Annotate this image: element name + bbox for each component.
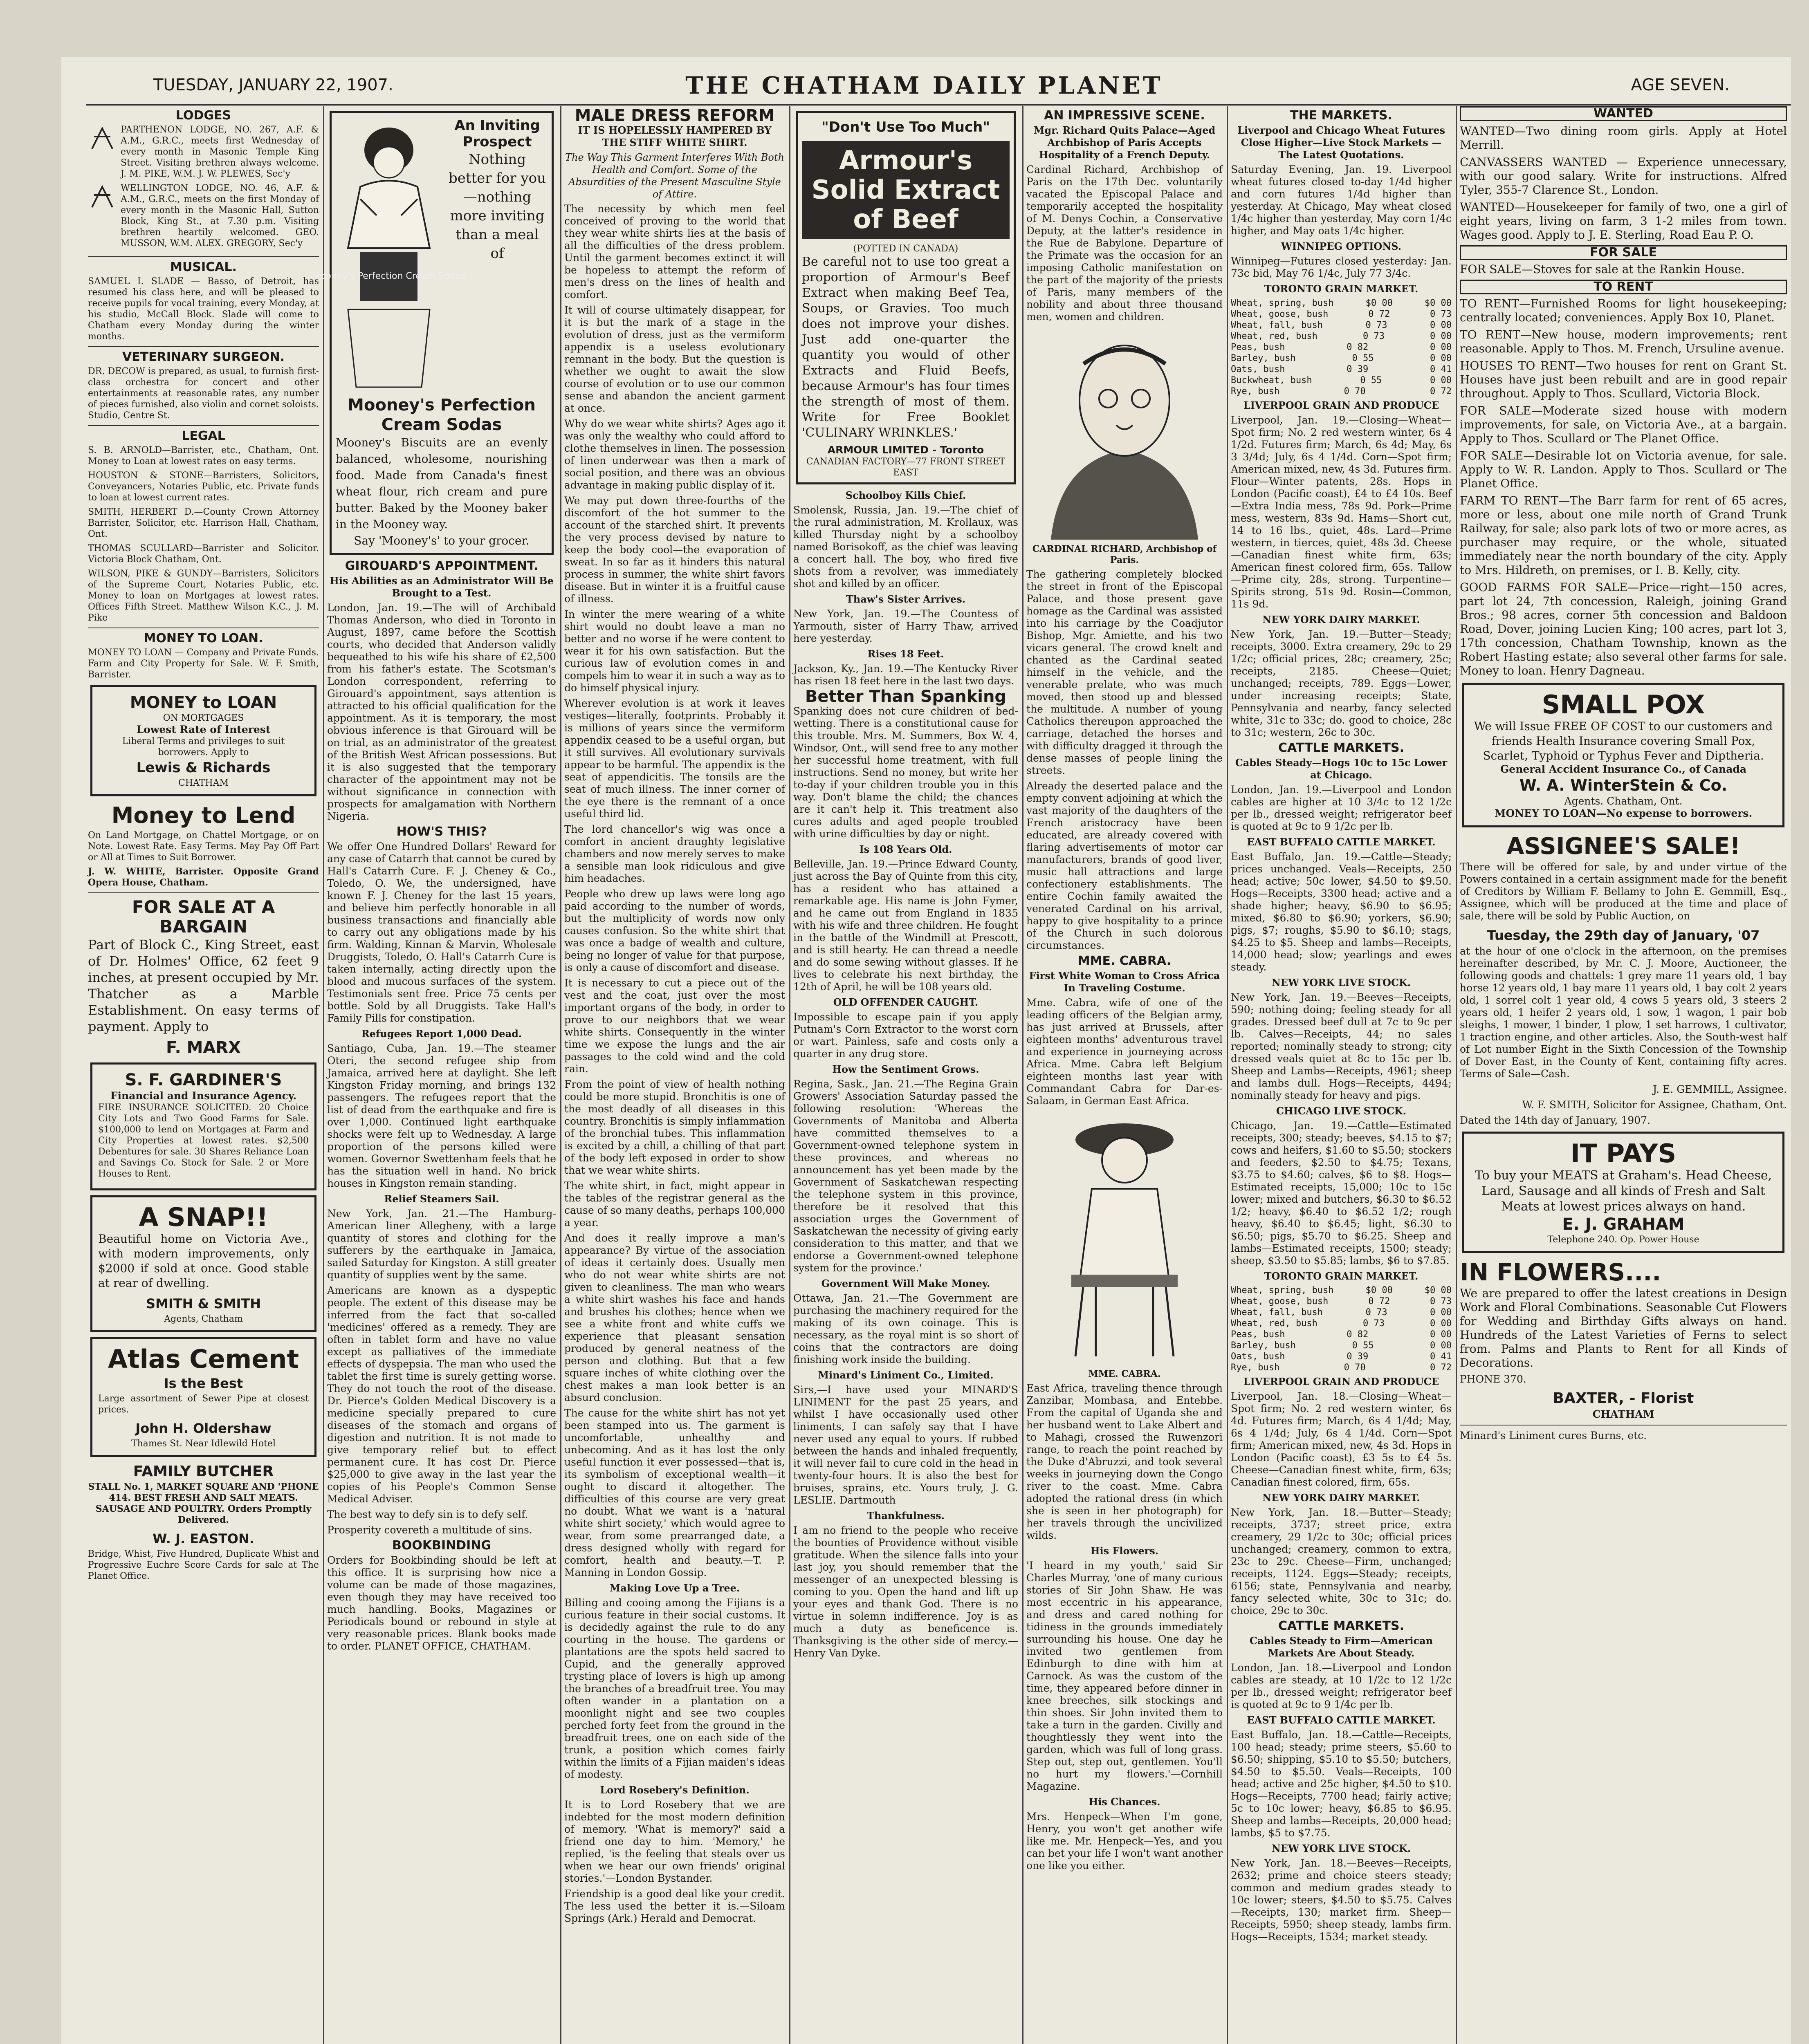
article-body: Smolensk, Russia, Jan. 19.—The chief of the rural administration, M. Krollaux, was killed Thursday night by a schoolboy named Borisokoff, as the chief was leaving a concert hall. The boy, who fired five shots from a revolver, was immediately shot and killed by an officer. — [793, 504, 1018, 589]
legal-notice: WILSON, PIKE & GUNDY—Barristers, Solicitors of the Supreme Court, Notaries Public, etc. Money to loan on Mortgages at lowest rates. Offices Fifth Street. Matthew Wilson K.C., J. M. Pike — [88, 569, 319, 623]
article-paragraph: The lord chancellor's wig was once a comfort in ancient draughty legislative chambers and now merely serves to make a sensible man look ridiculous and give him headaches. — [564, 823, 785, 884]
butcher-body: STALL No. 1, MARKET SQUARE AND 'PHONE 414. BEST FRESH AND SALT MEATS. SAUSAGE AND POULTRY. Orders Promptly Delivered. — [88, 1481, 319, 1525]
article-paragraph: Already the deserted palace and the empty convent adjoining at which the vast majority of the daughters of the French aristocracy have been educated, are already covered with flaring advertisements of motor car manufacturers, brands of good liver, music hall attractions and large confectionery establishments. The entire Cochin family awaited the venerated Cardinal on his arrival, happy to give hospitality to a prince of the Church in such dolorous circumstances. — [1026, 780, 1223, 951]
ad-rate: Lowest Rate of Interest — [136, 724, 271, 735]
article-paragraph: Friendship is a good deal like your credit. The less used the better it is.—Siloam Springs (Ark.) Herald and Democrat. — [564, 1888, 785, 1924]
score-cards-notice: Bridge, Whist, Five Hundred, Duplicate Whist and Progressive Euchre Score Cards for sale at The Planet Office. — [88, 1549, 319, 1581]
newspaper-title: THE CHATHAM DAILY PLANET — [685, 72, 1163, 99]
article-body: New York, Jan. 21.—The Hamburg-American liner Allegheny, with a large quantity of stores and clothing for the sufferers by the earthquake in Jamaica, sailed Saturday for Kingston. A still greater quantity of supplies went by the same. — [327, 1208, 556, 1281]
for-sale-ad: FOR SALE—Moderate sized house with modern improvements, for sale, on Victoria Ave., at a bargain. Apply to Thos. Scullard or The Planet Office. — [1460, 404, 1787, 445]
markets-subhead: Cables Steady—Hogs 10c to 15c Lower at Chicago. — [1235, 757, 1448, 781]
markets-subhead: Cables Steady to Firm—American Markets Are About Steady. — [1249, 1635, 1433, 1659]
ad-headline: An Inviting Prospect — [454, 117, 540, 150]
flowers-phone: PHONE 370. — [1460, 1373, 1526, 1385]
legal-notice: S. B. ARNOLD—Barrister, etc., Chatham, Ont. Money to Loan at lowest rates on easy terms. — [88, 445, 319, 466]
ad-firm: John H. Oldershaw — [135, 1421, 272, 1436]
lodge-parthenon: PARTHENON LODGE, NO. 267, A.F. & A.M., G.R.C., meets first Wednesday of every month in Masonic Temple King Street. Visiting brethren always welcome. J. M. PIKE, W.M. J. W. PLEWES, Sec'y — [121, 125, 319, 179]
grain-price: 0 00 — [1430, 342, 1452, 352]
filler-line: Prosperity covereth a multitude of sins. — [327, 1524, 532, 1536]
money-to-lend-headline: Money to Lend — [111, 802, 296, 828]
article-paragraph: The cause for the white shirt has not yet been stamped into us. The garment is uncomfortable, unhealthy and unbecoming. And as it has lost the only useful function it ever possessed—that is, its symbolism of exceptional wealth—it ought to discard it altogether. The difficulties of this course are very great no doubt. What we want is a 'natural white shirt society,' which would agree to wear, from some prearranged date, a dress designed wholly with regard for comfort, health and beauty.—T. P. Manning in London Gossip. — [564, 1407, 785, 1578]
musical-notice: SAMUEL I. SLADE — Basso, of Detroit, has resumed his class here, and will be pleased to receive pupils for vocal training, every Monday, at his studio, McCall Block. Slade will come to Chatham every Monday during the winter months. — [88, 276, 319, 342]
grain-name: Wheat, fall, bush — [1231, 1307, 1323, 1318]
article-subhead: His Chances. — [1089, 1796, 1160, 1808]
grain-price-table — [1231, 298, 1452, 397]
ad-firm: E. J. GRAHAM — [1562, 1215, 1685, 1234]
article-headline: MALE DRESS REFORM — [575, 106, 775, 125]
article-subhead: OLD OFFENDER CAUGHT. — [833, 996, 979, 1008]
money-to-lend-name: J. W. WHITE, Barrister. Opposite Grand Opera House, Chatham. — [88, 866, 319, 888]
legal-notice: THOMAS SCULLARD—Barrister and Solicitor. Victoria Block Chatham, Ont. — [88, 543, 319, 565]
markets-text: New York, Jan. 18.—Beeves—Receipts, 2632; prime and choice steers steady; common and medium grades steady to 10c lower; steers, $4.50 to $5.75. Calves—Receipts, 130; market firm. Sheep—Receipts, 5950; sheep steady, lambs firm. Hogs—Receipts, 1534; market steady. — [1231, 1857, 1452, 1943]
legal-heading: LEGAL — [182, 429, 225, 443]
butcher-name: W. J. EASTON. — [153, 1531, 254, 1546]
grain-name: Barley, bush — [1231, 353, 1296, 363]
ad-firm: SMITH & SMITH — [146, 1296, 261, 1311]
assignee-sale-headline: ASSIGNEE'S SALE! — [1506, 833, 1740, 860]
market-heading: CHICAGO LIVE STOCK. — [1276, 1105, 1407, 1117]
small-pox-insurance-ad — [1462, 683, 1784, 827]
article-paragraph: 'I heard in my youth,' said Sir Charles Murray, 'one of many curious stories of Sir John Shaw. He was most eccentric in his appearance, and dress and cared nothing for tidiness in the grounds immediately surrounding his house. One day he invited two gentlemen from Edinburgh to dine with him at Carnock. As was the custom of the time, they appeared before dinner in knee breeches, silk stockings and thin shoes. Sir John invited them to take a turn in the garden. Civilly and thoughtlessly they went into the garden, which was full of long grass. Step out, step out, gentlemen. You'll no hurt my flowers.'—Cornhill Magazine. — [1026, 1560, 1223, 1792]
ad-product: Mooney's Perfection Cream Sodas — [348, 396, 536, 434]
grain-price: 0 82 — [1347, 342, 1369, 352]
masthead — [86, 72, 1791, 106]
ad-body: FIRE INSURANCE SOLICITED. 20 Choice City Lots and Two Good Farms for Sale. $100,000 to lend on Mortgages at Farm and City Properties at lowest rates. $2,500 Debentures for sale. 30 Shares Reliance Loan and Savings Co. Stock for Sale. 2 or More Houses to Rent. — [98, 1103, 309, 1179]
veterinary-heading: VETERINARY SURGEON. — [122, 350, 285, 364]
lodge-notice — [88, 124, 319, 183]
grain-price: $0 00 — [1424, 1285, 1452, 1295]
ad-city: Agents. Chatham, Ont. — [1564, 795, 1683, 807]
grain-price: 0 73 — [1365, 1307, 1387, 1318]
column-dress-reform — [564, 106, 785, 2044]
article-paragraph: The white shirt, in fact, might appear in the tables of the registrar general as the cause of so many deaths, perhaps 100,000 a year. — [564, 1180, 785, 1228]
article-subhead: Is 108 Years Old. — [859, 843, 952, 855]
bargain-body: Part of Block C., King Street, east of Dr. Holmes' Office, 62 feet 9 inches, at present occupied by Mr. Thatcher as a Marble Establishment. On easy terms of payment. Apply to — [88, 937, 319, 1034]
grain-price: 0 70 — [1344, 386, 1366, 397]
ad-company: General Accident Insurance Co., of Canada — [1500, 763, 1747, 775]
flowers-body: We are prepared to offer the latest creations in Design Work and Floral Combinations. Seasonable Cut Flowers for Wedding and Birthday Gifts always on hand. Hundreds of the Latest Varieties of Ferns to select from. Palms and Plants to Rent for all Kinds of Decorations. — [1460, 1286, 1787, 1369]
ad-address: Thames St. Near Idlewild Hotel — [131, 1439, 276, 1449]
article-paragraph: Mrs. Henpeck—When I'm gone, Henry, you won't get another wife like me. Mr. Henpeck—Yes, and you can bet your life I won't want another one like you either. — [1026, 1811, 1223, 1871]
grain-price-row — [1231, 1329, 1452, 1340]
column-rule — [323, 106, 324, 2044]
grain-price: 0 73 — [1362, 1318, 1385, 1329]
grain-price-row — [1231, 298, 1452, 309]
money-to-lend-body: On Land Mortgage, on Chattel Mortgage, or on Note. Lowest Rate. Easy Terms. May Pay Off Part or All at Times to Suit Borrower. — [88, 830, 319, 863]
grain-name: Peas, bush — [1231, 342, 1285, 352]
column-rule — [1456, 106, 1457, 2044]
markets-headline: THE MARKETS. — [1290, 108, 1392, 123]
markets-text: New York, Jan. 19.—Beeves—Receipts, 590; nothing doing; feeling steady for all grades. Dressed beef dull at 7c to 9c per lb. Calves—Receipts, 44; no sales reported; nominally steady to strong; city dressed veals quiet at 8c to 15c per lb. Sheep and Lambs—Receipts, 4961; sheep and lambs dull. Hogs—Receipts, 4494; nominally steady for heavy and pigs. — [1231, 991, 1452, 1101]
article-subhead: The Way This Garment Interferes With Both Health and Comfort. Some of the Absurdities of the Present Masculine Style of Attire. — [565, 152, 784, 200]
ad-headline: SMALL POX — [1542, 690, 1705, 719]
grain-price: $0 00 — [1365, 298, 1393, 308]
market-heading: CATTLE MARKETS. — [1278, 1619, 1404, 1633]
column-markets — [1231, 106, 1452, 2044]
article-paragraph: It is necessary to cut a piece out of the vest and the coat, just over the most important organs of the body, in order to prove to our neighbors that we wear white shirts. Consequently in the winter time we expose the lungs and the air passages to the cold wind and the cold rain. — [564, 977, 785, 1075]
article-subhead: Thankfulness. — [867, 1510, 945, 1522]
wanted-ad: WANTED—Housekeeper for family of two, one a girl of eight years, living on farm, 3 1-2 miles from town. Wages good. Apply to J. E. Sterling, Road Eau P. O. — [1460, 200, 1787, 242]
ad-body: To buy your MEATS at Graham's. Head Cheese, Lard, Sausage and all kinds of Fresh and Salt Meats at lowest prices always on hand. — [1475, 1168, 1772, 1214]
ad-headline: S. F. GARDINER'S — [125, 1071, 282, 1089]
market-heading: TORONTO GRAIN MARKET. — [1264, 283, 1418, 295]
farm-to-rent-ad: FARM TO RENT—The Barr farm for rent of 65 acres, more or less, about one mile north of Grand Trunk Railway, for sale; also park lots of two or more acres, as purchaser may require, or the whole, situated immediately near the north boundary of the city. Apply to Mrs. Hildreth, on premises, or I. B. Kelly, city. — [1460, 494, 1787, 577]
column-rule — [560, 106, 561, 2044]
article-paragraph: East Africa, traveling thence through Zanzibar, Mombasa, and Entebbe. From the capital of Uganda she and her husband went to Lake Albert and to Mahagi, crossed the Ruwenzori range, to reach the point reached by the Duke d'Abruzzi, and took several weeks in journeying down the Congo river to the coast. Mme. Cabra adopted the rational dress (in which she is seen in her photograph) for her travels through the uncivilized wilds. — [1026, 1382, 1223, 1541]
to-rent-heading: TO RENT — [1460, 280, 1787, 294]
article-body: Orders for Bookbinding should be left at this office. It is surprising how nice a volume can be made of those magazines, even though they may have received too much handling. Books, Magazines or Periodicals bound or rebound in style at very reasonable prices. Blank books made to order. PLANET OFFICE, CHATHAM. — [327, 1554, 556, 1652]
grain-name: Buckwheat, bush — [1231, 375, 1312, 385]
to-rent-ad: TO RENT—Furnished Rooms for light housekeeping; centrally located; conveniences. Apply Box 10, Planet. — [1460, 297, 1787, 324]
lodge-wellington: WELLINGTON LODGE, NO. 46, A.F. & A.M., G.R.C., meets on the first Monday of every month in the Masonic Hall, Sutton Block, King St., at 7.30 p.m. Visiting brethren heartily welcomed. GEO. MUSSON, W.M. ALEX. GREGORY, Sec'y — [121, 183, 319, 249]
grain-price-row — [1231, 1362, 1452, 1373]
markets-text: New York, Jan. 18.—Butter—Steady; receipts, 3737; street price, extra creamery, 29 1/2c to 30c; official prices unchanged; creamery, common to extra, 23c to 29c. Cheese—Firm, unchanged; receipts, 1124. Eggs—Steady; receipts, 6156; state, Pennsylvania and nearby, fancy selected white, 30c to 31c; do. choice, 29c to 30c. — [1231, 1506, 1452, 1616]
assignee-dated: Dated the 14th day of January, 1907. — [1460, 1114, 1651, 1126]
grain-price-row — [1231, 375, 1452, 386]
markets-text: New York, Jan. 19.—Butter—Steady; receipts, 3000. Extra creamery, 29c to 29 1/2c; official prices, 28c; creamery, 25c; receipts, 2185. Cheese—Quiet; unchanged; receipts, 789. Eggs—Lower, under increasing receipts; State, Pennsylvania and nearby, fancy selected white, 31c to 33c; do. good to choice, 28c to 31c; western, 26c to 30c. — [1231, 628, 1452, 738]
article-paragraph: Billing and cooing among the Fijians is a curious feature in their social customs. It is decidedly against the rule to do any courting in the house. The gardens or plantations are the spots held sacred to Cupid, and the generally approved trysting place of lovers is high up among the branches of a breadfruit tree. You may often wander in a plantation on a moonlight night and see two couples perched forty feet from the ground in the breadfruit trees, one on each side of the trunk, a position which comes fairly within the limits of a Fijian maiden's ideas of modesty. — [564, 1597, 785, 1780]
article-body: Jackson, Ky., Jan. 19.—The Kentucky River has risen 18 feet here in the last two days. — [793, 663, 1018, 687]
grain-price-row — [1231, 1296, 1452, 1307]
graham-meats-ad — [1462, 1132, 1784, 1253]
ad-headline: Armour's Solid Extract of Beef — [802, 141, 1010, 239]
musical-heading: MUSICAL. — [170, 260, 237, 274]
article-body: We offer One Hundred Dollars' Reward for any case of Catarrh that cannot be cured by Hall's Catarrh Cure. F. J. Cheney & Co., Toledo, O. We, the undersigned, have known F. J. Cheney for the last 15 years, and believe him perfectly honorable in all business transactions and financially able to carry out any obligations made by his firm. Walding, Kinnan & Marvin, Wholesale Druggists, Toledo, O. Hall's Catarrh Cure is taken internally, acting directly upon the blood and mucous surfaces of the system. Testimonials sent free. Price 75 cents per bottle. Sold by all Druggists. Take Hall's Family Pills for constipation. — [327, 840, 556, 1024]
legal-notice: HOUSTON & STONE—Barristers, Solicitors, Conveyancers, Notaries Public, etc. Private funds to loan at lowest current rates. — [88, 471, 319, 503]
article-paragraph: From the point of view of health nothing could be more stupid. Bronchitis is one of the most deadly of all diseases in this country. Bronchitis is simply inflammation of the bronchial tubes. This inflammation is excited by a chill, a chilling of that part of the body left exposed in order to show that we wear white shirts. — [564, 1078, 785, 1176]
column-mooney-girouard — [312, 106, 556, 2044]
column-cardinal-cabra — [1026, 106, 1223, 2044]
grain-price-row — [1231, 309, 1452, 320]
grain-price: 0 70 — [1344, 1363, 1366, 1373]
article-body: I am no friend to the people who receive the bounties of Providence without visible gratitude. When the silence falls into your last joy, you should remember that the messenger of an unexpected blessing is coming to you. Open the hand and lift up your eyes and thank God. There is no virtue in solemn indifference. Joy is as much a duty as beneficence is. Thanksgiving is the other side of mercy.—Henry Van Dyke. — [793, 1524, 1018, 1659]
ad-subline: ON MORTGAGES — [163, 713, 244, 723]
article-subhead: Lord Rosebery's Definition. — [600, 1784, 750, 1796]
ad-headline: MONEY to LOAN — [130, 693, 277, 712]
tin-lettering: Mooney's Perfection Cream Sodas — [312, 271, 466, 281]
grain-price: 0 72 — [1430, 386, 1452, 397]
ad-body: Spanking does not cure children of bed-wetting. There is a constitutional cause for this trouble. Mrs. M. Summers, Box W. 4, Windsor, Ont., will send free to any mother her successful home treatment, with full instructions. Send no money, but write her to-day if your children trouble you in this way. Don't blame the child; the chances are it can't help it. This treatment also cures adults and aged people troubled with urine difficulties by day or night. — [793, 705, 1018, 840]
grain-price-row — [1231, 1307, 1452, 1318]
ad-body: Mooney's Biscuits are an evenly balanced, wholesome, nourishing food. Made from Canada's finest wheat flour, rich cream and pure butter. Baked by the Mooney baker in the Mooney way. — [336, 436, 548, 531]
markets-text: East Buffalo, Jan. 19.—Cattle—Steady; prices unchanged. Veals—Receipts, 250 head; active; 50c lower, $4.50 to $9.50. Hogs—Receipts, 3300 head; active and a shade higher; heavy, $6.90 to $6.95; mixed, $6.80 to $6.90; yorkers, $6.90; pigs, $7; roughs, $5.90 to $6.10; stags, $4.25 to $5. Sheep and lambs—Receipts, 14,000 head; slow; yearlings and ewes steady. — [1231, 851, 1452, 973]
article-headline: AN IMPRESSIVE SCENE. — [1044, 108, 1205, 123]
wanted-heading: WANTED — [1460, 106, 1787, 121]
grain-price: 0 00 — [1430, 1340, 1452, 1351]
grain-name: Peas, bush — [1231, 1329, 1285, 1340]
ad-headline: IT PAYS — [1570, 1139, 1677, 1168]
grain-price: 0 00 — [1430, 1307, 1452, 1318]
article-subhead: Government Will Make Money. — [821, 1278, 990, 1289]
lodge-notice — [88, 183, 319, 252]
bargain-name: F. MARX — [166, 1038, 241, 1057]
article-body: London, Jan. 19.—The will of Archibald Thomas Anderson, who died in Toronto in August, 1897, came before the Scottish courts, who decided that Anderson validly bequeathed to his wife his share of £2,500 from his father's estate. The Scotsman's London correspondent, referring to Girouard's appointment, says attention is attracted to his official qualification for the appointment. As it is temporary, the most obvious inference is that Girouard will be on trial, as an administrator of the greatest of the British West African possessions. But it is also suggested that the temporary character of the appointment may not be without significance in connection with prospects for amalgamation with Northern Nigeria. — [327, 602, 556, 822]
grain-price: 0 55 — [1360, 375, 1382, 385]
column-rule — [1022, 106, 1023, 2044]
market-heading: EAST BUFFALO CATTLE MARKET. — [1247, 1714, 1436, 1726]
ad-city: Agents, Chatham — [164, 1314, 243, 1324]
market-heading: WINNIPEG OPTIONS. — [1281, 240, 1402, 252]
article-body: Belleville, Jan. 19.—Prince Edward County, just across the Bay of Quinte from this city, has a resident who has attained a remarkable age. His name is John Fymer, and he came out from England in 1835 with his wife and three children. He fought in the battle of the Windmill at Prescott, and is still hearty. He can thread a needle and do some sewing without glasses. If he lives to celebrate his next birthday, the 12th of April, he will be 108 years old. — [793, 858, 1018, 993]
ad-slogan: "Don't Use Too Much" — [821, 119, 990, 135]
ad-slogan: Say 'Mooney's' to your grocer. — [354, 534, 530, 547]
grain-price: 0 55 — [1352, 1340, 1374, 1351]
grain-price: 0 73 — [1430, 1296, 1452, 1307]
grain-name: Wheat, red, bush — [1231, 1318, 1317, 1329]
article-body: Americans are known as a dyspeptic people. The extent of this disease may be inferred from the fact that so-called 'medicines' offered as a remedy. They are often in tablet form and have no value except as palliatives of the immediate effects of dyspepsia. The man who used the tablet the first time is surely getting worse. They do not touch the root of the disease. Dr. Pierce's Golden Medical Discovery is a medicine specially prepared to cure diseases of the stomach and organs of digestion and nutrition. It is not made to give temporary relief but to effect permanent cure. It has cost Dr. Pierce $25,000 to give away in the last year the copies of his People's Common Sense Medical Adviser. — [327, 1284, 556, 1505]
column-armour-news — [793, 106, 1018, 2044]
ad-address: Telephone 240. Op. Power House — [1547, 1235, 1699, 1245]
article-paragraph: People who drew up laws were long ago paid according to the number of words, but the multiplicity of words now only causes confusion. So the white shirt that was once a badge of wealth and culture, being no longer of value for that purpose, is only a cause of discomfort and disease. — [564, 888, 785, 973]
grain-price: 0 73 — [1362, 331, 1385, 341]
column-classifieds — [88, 106, 319, 2044]
portrait-caption: MME. CABRA. — [1088, 1369, 1161, 1379]
article-subhead: How the Sentiment Grows. — [832, 1063, 979, 1075]
grain-price-row — [1231, 1351, 1452, 1362]
article-body: Ottawa, Jan. 21.—The Government are purchasing the machinery required for the making of its own coinage. This is necessary, as the royal mint is so short of coins that the contractors are doing finishing work inside the building. — [793, 1292, 1018, 1365]
article-headline: HOW'S THIS? — [396, 825, 487, 839]
gardiner-ad — [90, 1062, 316, 1190]
armour-beef-ad — [796, 111, 1016, 484]
grain-name: Wheat, fall, bush — [1231, 320, 1323, 330]
article-body: Impossible to escape pain if you apply Putnam's Corn Extractor to the worst corn or wart. Painless, safe and costs only a quarter in any drug store. — [793, 1011, 1018, 1060]
market-heading: CATTLE MARKETS. — [1278, 741, 1404, 755]
masonic-emblem-icon — [88, 183, 117, 211]
masonic-emblem-icon — [88, 124, 117, 153]
money-to-loan-ad — [90, 685, 316, 796]
legal-notice: SMITH, HERBERT D.—County Crown Attorney Barrister, Solicitor, etc. Harrison Hall, Chatham, Ont. — [88, 507, 319, 539]
money-heading: MONEY TO LOAN. — [144, 631, 263, 645]
article-paragraph: Cardinal Richard, Archbishop of Paris on the 17th Dec. voluntarily vacated the Episcopal Palace and temporarily accepted the hospitality of M. Denys Cochin, a Conservative Deputy, at the latter's residence in the Rue de Babylone. Departure of the Primate was the occasion for an imposing Catholic manifestation on the part of the majority of the priests of Paris, many members of the nobility and about three thousand men, women and children. — [1026, 164, 1223, 323]
article-paragraph: We may put down three-fourths of the discomfort of the hot summer to the account of the starched shirt. It prevents the very process devised by nature to keep the body cool—the evaporation of sweat. In so far as it hinders this natural process in summer, the white shirt favors disease. But in winter it is a fruitful cause of illness. — [564, 495, 785, 605]
page-number: AGE SEVEN. — [1631, 76, 1730, 94]
ad-headline: A SNAP!! — [139, 1202, 268, 1232]
markets-text: London, Jan. 19.—Liverpool and London cables are higher at 10 3/4c to 12 1/2c per lb., dressed weight; refrigerator beef is quoted at 9c to 9 1/2c per lb. — [1231, 784, 1452, 832]
grain-name: Wheat, goose, bush — [1231, 309, 1329, 319]
ad-firm: ARMOUR LIMITED - Toronto — [827, 444, 984, 456]
ad-body: Beautiful home on Victoria Ave., with modern improvements, only $2000 if sold at once. Good stable at rear of dwelling. — [98, 1232, 309, 1290]
grain-price-row — [1231, 1340, 1452, 1351]
market-heading: EAST BUFFALO CATTLE MARKET. — [1247, 836, 1436, 848]
article-subhead: Thaw's Sister Arrives. — [846, 593, 966, 605]
article-paragraph: And does it really improve a man's appearance? By virtue of the association of ideas it certainly does. Usually men who do not wear white shirts are not given to cleanliness. The man who wears a white shirt washes his face and hands and brushes his clothes; hence when we see a white front and white cuffs we experience that pleasant sensation produced by general neatness of the person and clothing. But that a few square inches of white clothing over the chest makes a man look better is an absurd conclusion. — [564, 1232, 785, 1403]
flowers-firm: BAXTER, - Florist — [1553, 1390, 1694, 1407]
article-subhead: His Abilities as an Administrator Will Be Brought to a Test. — [330, 575, 554, 599]
money-notice: MONEY TO LOAN — Company and Private Funds. Farm and City Property for Sale. W. F. Smith, Barrister. — [88, 648, 319, 680]
column-rule — [1227, 106, 1228, 2044]
grain-price: 0 73 — [1365, 320, 1387, 330]
ad-text: Nothing better for you—nothing more inviting than a meal of — [448, 151, 546, 262]
grain-price-row — [1231, 1318, 1452, 1329]
wanted-ad: WANTED—Two dining room girls. Apply at Hotel Merrill. — [1460, 124, 1787, 152]
grain-price: 0 41 — [1430, 1351, 1452, 1362]
market-heading: NEW YORK LIVE STOCK. — [1271, 1842, 1411, 1854]
market-heading: NEW YORK LIVE STOCK. — [1271, 977, 1411, 988]
grain-name: Oats, bush — [1231, 1351, 1285, 1362]
grain-name: Wheat, spring, bush — [1231, 1285, 1334, 1295]
grain-price-row — [1231, 1285, 1452, 1296]
markets-text: Liverpool, Jan. 18.—Closing—Wheat—Spot firm; No. 2 red western winter, 6s 4d. Futures firm; March, 6s 4 1/4d; May, 6s 4 1/4d; July, 6s 4 1/4d. Corn—Spot firm; American mixed, new, 4s 3d. Hops in London (Pacific coast), £3 5s to £4 5s. Cheese—Canadian finest white, firm, 63s; Canadian finest colored, firm, 65s. — [1231, 1390, 1452, 1488]
market-heading: NEW YORK DAIRY MARKET. — [1262, 1492, 1420, 1504]
market-heading: LIVERPOOL GRAIN AND PRODUCE — [1243, 399, 1439, 411]
grain-price: 0 72 — [1430, 1363, 1452, 1373]
market-heading: LIVERPOOL GRAIN AND PRODUCE — [1243, 1376, 1439, 1387]
ad-address: CANADIAN FACTORY—77 FRONT STREET EAST — [806, 457, 1005, 478]
article-body: Regina, Sask., Jan. 21.—The Regina Grain Growers' Association Saturday passed the following resolution: 'Whereas the Governments of Manitoba and Alberta have committed themselves to a Government-owned telephone system in these provinces, and whereas no announcement has yet been made by the Government of Saskatchewan respecting the telephone system in this province, therefore be it resolved that this association urges the Government of Saskatchewan the necessity of giving early consideration to this matter, and that we endorse a Government-owned telephone system for the province.' — [793, 1078, 1018, 1274]
markets-text: East Buffalo, Jan. 18.—Cattle—Receipts, 100 head; steady; prime steers, $5.60 to $6.50; shipping, $5.10 to $5.50; butchers, $4.50 to $5.50. Veals—Receipts, 100 head; active and 25c higher, $4.50 to $10. Hogs—Receipts, 7700 head; fairly active; 5c to 10c lower; heavy, $6.85 to $6.95. Sheep and lambs—Receipts, 20,000 head; lambs, $5 to $7.75. — [1231, 1729, 1452, 1839]
article-headline: GIROUARD'S APPOINTMENT. — [345, 559, 539, 573]
article-subhead: First White Woman to Cross Africa In Traveling Costume. — [1029, 970, 1220, 994]
ad-body: We will Issue FREE OF COST to our customers and friends Health Insurance covering Small Pox, Scarlet, Typhoid or Typhus Fever and Diptheria. — [1474, 719, 1773, 762]
column-rule — [789, 106, 790, 2044]
grain-name: Wheat, red, bush — [1231, 331, 1317, 341]
ad-terms: Liberal Terms and privileges to suit borrowers. Apply to — [122, 736, 285, 758]
markets-subhead: Liverpool and Chicago Wheat Futures Close Higher—Live Stock Markets —The Latest Quotations. — [1237, 124, 1445, 161]
farms-for-sale-ad: GOOD FARMS FOR SALE—Price—right—150 acres, part lot 24, 7th concession, Raleigh, joining Grand Bros.; 98 acres, corner 5th concession and Baldoon Road, Dover, joining Lucien King; 100 acres, part lot 3, 17th concession, Chatham Township, known as the Robert Hasting estate; also several other farms for sale. Money to loan. Henry Dagneau. — [1460, 580, 1787, 677]
ad-body: Be careful not to use too great a proportion of Armour's Beef Extract when making Beef Tea, Soups, or Gravies. Too much does not improve your dishes. Just add one-quarter the quantity you would of other Extracts and Fluid Beefs, because Armour's has four times the strength of most of them. Write for Free Booklet 'CULINARY WRINKLES.' — [802, 255, 1010, 440]
article-paragraph: The necessity by which men feel conceived of proving to the world that they wear white shirts lies at the basis of all the difficulties of the dress problem. Until the garment becomes extinct it will be hopeless to attempt the reform of men's dress on the lines of health and comfort. — [564, 203, 785, 300]
wanted-ad: CANVASSERS WANTED — Experience unnecessary, with our good salary. Write for instructions. Alfred Tyler, 355-7 Clarence St., London. — [1460, 155, 1787, 197]
ad-loan: MONEY TO LOAN—No expense to borrowers. — [1494, 807, 1753, 819]
markets-text: London, Jan. 18.—Liverpool and London cables are steady, at 10 1/2c to 12 1/2c per lb., dressed weight; refrigerator beef is quoted at 9c to 9 1/4c per lb. — [1231, 1662, 1452, 1710]
grain-price-row — [1231, 353, 1452, 364]
markets-text: Liverpool, Jan. 19.—Closing—Wheat—Spot firm; No. 2 red western winter, 6s 4 1/2d. Futures firm; March, 6s 4d; May, 6s 3 3/4d; July, 6s 4 1/4d. Corn—Spot firm; American mixed, new, 4s 3d. Futures firm. Flour—Winter patents, 28s. Hops in London (Pacific coast), £4 to £4 10s. Beef—Extra India mess, 78s 9d. Pork—Prime mess, western, 83s 9d. Hams—Short cut, 14 to 16 lbs., quiet, 48s. Lard—Prime western, in tierces, quiet, 48s 3d. Cheese—Canadian finest white firm, 63s; American finest colored firm, 65s. Tallow—Prime city, 28s, strong. Turpentine—Spirits strong, 51s 9d. Rosin—Common, 11s 9d. — [1231, 414, 1452, 610]
assignee-sale-date: Tuesday, the 29th day of January, '07 — [1487, 928, 1760, 943]
ad-firm: Lewis & Richards — [136, 760, 271, 776]
article-subhead: Rises 18 Feet. — [867, 648, 944, 660]
grain-name: Wheat, spring, bush — [1231, 298, 1334, 308]
to-rent-ad: HOUSES TO RENT—Two houses for rent on Grant St. Houses have just been rebuilt and are in good repair throughout. Apply to Thos. Scullard, Victoria Block. — [1460, 359, 1787, 400]
article-subhead: His Flowers. — [1090, 1545, 1159, 1557]
markets-text: Chicago, Jan. 19.—Cattle—Estimated receipts, 300; steady; beeves, $4.15 to $7; cows and heifers, $1.60 to $5.50; stockers and feeders, $2.50 to $4.75; Texans, $3.75 to $4.60; calves, $6 to $8. Hogs—Estimated receipts, 15,000; 10c to 15c lower; mixed and butchers, $6.30 to $6.52 1/2; heavy, $6.40 to $6.52 1/2; rough heavy, $6.40 to $6.45; light, $6.30 to $6.50; pigs, $5.70 to $6.25. Sheep and lambs—Estimated receipts, 1500; steady; sheep, $3.50 to $5.85; lambs, $6 to $7.85. — [1231, 1120, 1452, 1266]
ad-city: CHATHAM — [178, 778, 229, 788]
ad-subline: (POTTED IN CANADA) — [853, 244, 958, 254]
to-rent-ad: TO RENT—New house, modern improvements; rent reasonable. Apply to Thos. M. French, Ursuline avenue. — [1460, 328, 1787, 355]
grain-name: Rye, bush — [1231, 386, 1280, 397]
grain-price: 0 00 — [1430, 331, 1452, 341]
assignee-sale-body: There will be offered for sale, by and under virtue of the Powers contained in a certain assignment made for the benefit of Creditors by William F. Bellamy to John E. Gemmill, Esq., Assignee, which will be produced at the time and place of sale, there will be sold by Public Auction, on — [1460, 861, 1787, 922]
butcher-headline: FAMILY BUTCHER — [133, 1463, 274, 1480]
grain-price: 0 72 — [1368, 1296, 1390, 1307]
ad-subline: Is the Best — [164, 1376, 243, 1391]
article-paragraph: Mme. Cabra, wife of one of the leading officers of the Belgian army, has just arrived at Brussels, after eighteen months' adventurous travel and experience in journeying across Africa. Mme. Cabra left Belgium eighteen months last year with Commandant Cabra for Dar-es-Salaam, in German East Africa. — [1026, 997, 1223, 1107]
article-paragraph: It will of course ultimately disappear, for it is but the mark of a stage in the evolution of dress, just as the vermiform appendix is a useless evolutionary remnant in the body. But the question is whether we ought to await the slow course of evolution or to use our common sense and abandon the ancient garment at once. — [564, 304, 785, 414]
grain-price: 0 55 — [1352, 353, 1374, 363]
article-subhead: Making Love Up a Tree. — [609, 1582, 740, 1594]
grain-price: 0 73 — [1430, 309, 1452, 319]
grain-price: 0 39 — [1347, 1351, 1369, 1362]
grain-price: 0 41 — [1430, 364, 1452, 374]
article-headline: MME. CABRA. — [1077, 954, 1172, 968]
grain-price: 0 00 — [1430, 1318, 1452, 1329]
article-headline: BOOKBINDING — [392, 1538, 492, 1553]
flowers-headline: IN FLOWERS.... — [1460, 1258, 1661, 1286]
ad-headline: Better Than Spanking — [805, 687, 1007, 706]
grain-price-row — [1231, 364, 1452, 375]
snap-ad — [90, 1195, 316, 1332]
grain-price: 0 00 — [1430, 1329, 1452, 1340]
mooney-biscuits-ad — [312, 111, 554, 555]
filler-line: The best way to defy sin is to defy self. — [327, 1508, 528, 1520]
grain-price: 0 00 — [1430, 375, 1452, 385]
for-sale-ad: FOR SALE—Stoves for sale at the Rankin House. — [1460, 262, 1745, 276]
minard-filler: Minard's Liniment cures Burns, etc. — [1460, 1430, 1647, 1441]
grain-price: 0 82 — [1347, 1329, 1369, 1340]
grain-price-row — [1231, 331, 1452, 342]
grain-price: 0 00 — [1430, 353, 1452, 363]
article-paragraph: Wherever evolution is at work it leaves vestiges—literally, footprints. Probably it is millions of years since the vermiform appendix ceased to be a useful organ, but it still survives. All evolutionary survivals appear to be harmful. The appendix is the seat of appendicitis. The tonsils are the seat of much illness. The inner corner of the eye there is the remnant of a once useful third lid. — [564, 697, 785, 820]
article-paragraph: The gathering completely blocked the street in front of the Episcopal Palace, and those present gave homage as the Cardinal was assisted into his carriage by the Coadjutor Bishop, Mgr. Amiette, and his two vicars general. The crowd knelt and chanted as the Cardinal seated himself in the vehicle, and the venerable prelate, who was much moved, then stood up and blessed the multitude. A number of young Catholics thereupon approached the carriage, detached the horses and with difficulty dragged it through the dense masses of people lining the streets. — [1026, 568, 1223, 776]
article-subhead: Minard's Liniment Co., Limited. — [818, 1369, 994, 1381]
veterinary-notice: DR. DECOW is prepared, as usual, to furnish first-class orchestra for concert and other entertainments at reasonable rates, any number of pieces furnished, also violin and cornet soloists. Studio, Centre St. — [88, 366, 319, 421]
article-subhead: Relief Steamers Sail. — [384, 1193, 499, 1205]
grain-price: $0 00 — [1365, 1285, 1393, 1295]
bargain-headline: FOR SALE AT A BARGAIN — [132, 897, 275, 937]
for-sale-ad: FOR SALE—Desirable lot on Victoria avenue, for sale. Apply to W. R. Landon. Apply to Thos. Scullard or The Planet Office. — [1460, 449, 1787, 490]
grain-price: 0 39 — [1347, 364, 1369, 374]
grain-name: Wheat, goose, bush — [1231, 1296, 1329, 1307]
article-body: New York, Jan. 19.—The Countess of Yarmouth, sister of Harry Thaw, arrived here yesterday. — [793, 608, 1018, 644]
assignee-signature: J. E. GEMMILL, Assignee. — [1653, 1083, 1787, 1095]
ad-subline: Financial and Insurance Agency. — [110, 1090, 297, 1102]
article-body: Sirs,—I have used your MINARD'S LINIMENT for the past 25 years, and whilst I have occasionally used other liniments, I can safely say that I have never used any equal to yours. If rubbed between the hands and inhaled frequently, it will never fail to cure cold in the head in twenty-four hours. It is also the best for bruises, sprains, etc. Yours truly, J. G. LESLIE. Dartmouth — [793, 1384, 1018, 1506]
article-paragraph: Why do we wear white shirts? Ages ago it was only the wealthy who could afford to clothe themselves in linen. The possession of linen underwear was then a mark of social position, and there was an obvious advantage in making public display of it. — [564, 418, 785, 491]
column-wanted-ads — [1460, 106, 1787, 2044]
grain-price-table — [1231, 1285, 1452, 1373]
flowers-city: CHATHAM — [1592, 1408, 1654, 1420]
grain-name: Oats, bush — [1231, 364, 1285, 374]
issue-date: TUESDAY, JANUARY 22, 1907. — [153, 76, 393, 94]
article-subhead: IT IS HOPELESSLY HAMPERED BY THE STIFF WHITE SHIRT. — [578, 124, 772, 148]
ad-body: Large assortment of Sewer Pipe at closest prices. — [98, 1394, 309, 1415]
mme-cabra-portrait-illustration — [1035, 1111, 1214, 1365]
ad-headline: Atlas Cement — [108, 1344, 299, 1374]
portrait-caption: CARDINAL RICHARD, Archbishop of Paris. — [1032, 544, 1217, 565]
ad-firm: W. A. WinterStein & Co. — [1519, 776, 1728, 794]
grain-name: Barley, bush — [1231, 1340, 1296, 1351]
grain-name: Rye, bush — [1231, 1363, 1280, 1373]
atlas-cement-ad — [90, 1337, 316, 1457]
markets-text: Winnipeg—Futures closed yesterday: Jan. 73c bid, May 76 1/4c, July 77 3/4c. — [1231, 255, 1452, 279]
market-heading: NEW YORK DAIRY MARKET. — [1262, 614, 1420, 625]
assignee-sale-body: at the hour of one o'clock in the afternoon, on the premises hereinafter described, by Mr. C. J. Moore, Auctioneer, the following goods and chattels: 1 grey mare 11 years old, 1 bay horse 12 years old, 1 bay mare 11 years old, 1 bay colt 2 years old, 1 sorrel colt 1 year old, 4 cows 5 years old, 3 steers 2 years old, 1 heifer 2 years old, 1 sow, 1 wagon, 1 pair bob sleighs, 1 mower, 1 binder, 1 plow, 1 set harrows, 1 cultivator, 1 traction engine, and other articles. Also, the South-west half of Lot number Eight in the Sixth Concession of the Township of Dover East, in the County of Kent, containing fifty acres. Terms of Sale—Cash. — [1460, 945, 1787, 1080]
grain-price-row — [1231, 320, 1452, 331]
article-paragraph: In winter the mere wearing of a white shirt would no doubt leave a man no better and no worse if he were content to wear it for his own satisfaction. But the curious law of evolution comes in and compels him to wear it in such a way as to do himself physical injury. — [564, 608, 785, 694]
cardinal-portrait-illustration — [1035, 327, 1214, 540]
grain-price-row — [1231, 342, 1452, 353]
grain-price: $0 00 — [1424, 298, 1452, 308]
article-subhead: Refugees Report 1,000 Dead. — [361, 1028, 522, 1040]
grain-price-row — [1231, 386, 1452, 397]
markets-text: Saturday Evening, Jan. 19. Liverpool wheat futures closed to-day 1/4d higher and corn futures 1/4d higher than yesterday. At Chicago, May wheat closed 1/4c higher than yesterday, May corn 1/4c higher, and May oats 1/4c higher. — [1231, 164, 1452, 237]
woman-with-biscuits-illustration — [312, 117, 466, 395]
for-sale-heading: FOR SALE — [1460, 245, 1787, 260]
article-subhead: Schoolboy Kills Chief. — [845, 489, 966, 501]
lodges-heading: LODGES — [175, 108, 231, 123]
market-heading: TORONTO GRAIN MARKET. — [1264, 1270, 1418, 1282]
solicitor-signature: W. F. SMITH, Solicitor for Assignee, Chatham, Ont. — [1522, 1099, 1787, 1111]
article-body: Santiago, Cuba, Jan. 19.—The steamer Oteri, the second refugee ship from Jamaica, arrived here at daylight. She left Kingston Friday morning, and brings 132 passengers. The refugees report that the list of dead from the earthquake and fire is over 1,000. Continued light earthquake shocks were felt up to Wednesday. A large proportion of the persons killed were women. Governor Swettenham feels that he has the situation well in hand. No brick houses in Kingston remain standing. — [327, 1042, 556, 1189]
grain-price: 0 72 — [1368, 309, 1390, 319]
article-paragraph: It is to Lord Rosebery that we are indebted for the most modern definition of memory. 'What is memory?' said a friend one day to him. 'Memory,' he replied, 'is the feeling that steals over us when we hear our own friends' original stories.'—London Bystander. — [564, 1799, 785, 1884]
article-subhead: Mgr. Richard Quits Palace—Aged Archbishop of Paris Accepts Hospitality of a French Deputy. — [1033, 124, 1216, 161]
grain-price: 0 00 — [1430, 320, 1452, 330]
